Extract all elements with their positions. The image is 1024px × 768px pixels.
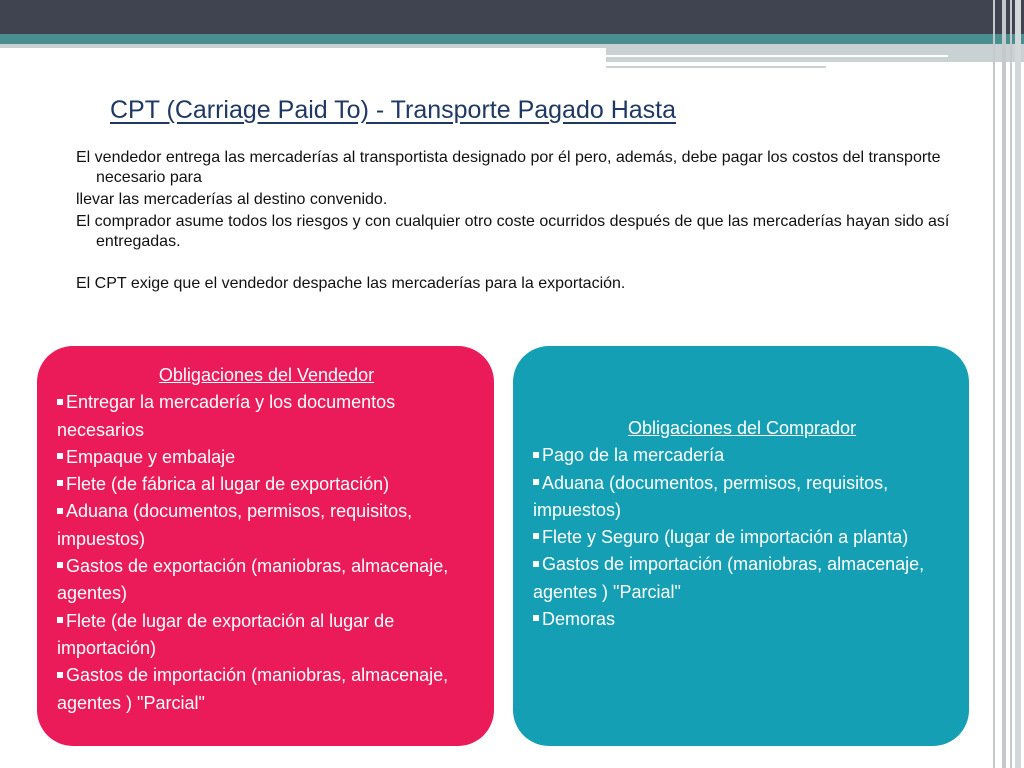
list-item: Flete y Seguro (lugar de importación a planta) <box>533 524 951 551</box>
description-text <box>76 148 956 296</box>
square-bullet-icon <box>533 615 539 621</box>
side-decor-line <box>1010 0 1012 768</box>
buyer-obligations-heading: Obligaciones del Comprador <box>627 418 857 438</box>
buyer-obligations-box <box>513 346 969 746</box>
header-dark-bar <box>0 0 1024 34</box>
paragraph: El comprador asume todos los riesgos y con cualquier otro coste ocurridos después de que las mercaderías hayan sido así entregadas. <box>76 213 950 250</box>
side-decor-line <box>1002 0 1006 768</box>
list-item: Demoras <box>533 606 951 633</box>
list-item: Gastos de importación (maniobras, almacenaje, agentes ) "Parcial" <box>533 554 925 602</box>
slide-title: CPT (Carriage Paid To) - Transporte Pagado Hasta <box>110 96 677 124</box>
square-bullet-icon <box>57 562 63 568</box>
list-item: Aduana (documentos, permisos, requisitos, impuestos) <box>533 472 889 520</box>
square-bullet-icon <box>57 453 63 459</box>
list-item: Empaque y embalaje <box>57 444 476 471</box>
header-right-line <box>606 66 826 68</box>
square-bullet-icon <box>533 452 539 458</box>
square-bullet-icon <box>57 480 63 486</box>
list-item: Pago de la mercadería <box>533 442 951 469</box>
list-item: Aduana (documentos, permisos, requisitos, impuestos) <box>57 501 413 549</box>
square-bullet-icon <box>57 508 63 514</box>
square-bullet-icon <box>57 617 63 623</box>
list-item: Flete (de fábrica al lugar de exportación) <box>57 471 476 498</box>
list-item: Flete (de lugar de exportación al lugar de importación) <box>57 610 395 658</box>
header-right-line <box>606 55 948 57</box>
square-bullet-icon <box>57 672 63 678</box>
side-decor-line <box>993 0 995 768</box>
paragraph: llevar las mercaderías al destino convenido. <box>76 191 388 208</box>
list-item: Gastos de exportación (maniobras, almacenaje, agentes) <box>57 556 449 604</box>
square-bullet-icon <box>533 561 539 567</box>
seller-obligations-heading: Obligaciones del Vendedor <box>158 365 375 385</box>
square-bullet-icon <box>533 479 539 485</box>
seller-obligations-box <box>37 346 494 746</box>
square-bullet-icon <box>533 533 539 539</box>
list-item: Gastos de importación (maniobras, almacenaje, agentes ) "Parcial" <box>57 665 449 713</box>
header-teal-bar <box>0 34 1024 44</box>
square-bullet-icon <box>57 399 63 405</box>
paragraph: El vendedor entrega las mercaderías al transportista designado por él pero, además, debe pagar los costos del transporte necesario para <box>76 149 941 186</box>
paragraph: El CPT exige que el vendedor despache las mercaderías para la exportación. <box>76 275 626 292</box>
side-decor-line <box>1015 0 1021 768</box>
list-item: Entregar la mercadería y los documentos necesarios <box>57 392 396 440</box>
